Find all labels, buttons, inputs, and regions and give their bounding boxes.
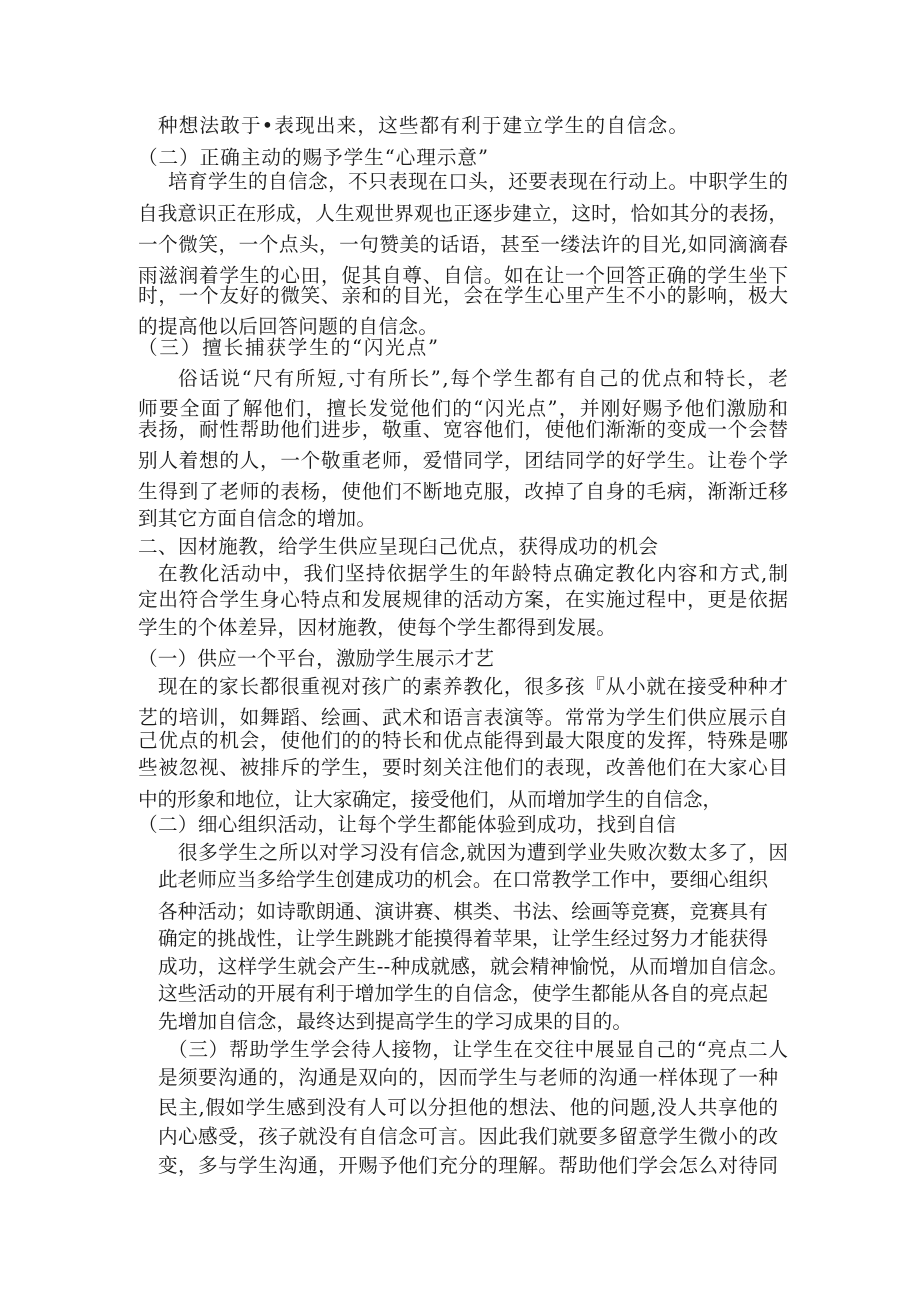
text-line: 是须要沟通的，沟通是双向的，因而学生与老师的沟通一样体现了一种 xyxy=(158,1066,779,1089)
text-line: 艺的培训，如舞蹈、绘画、武术和语言表演等。常常为学生们供应展示自 xyxy=(138,706,789,729)
text-line: 学生的个体差异，因材施教，使每个学生都得到发展。 xyxy=(138,616,617,639)
text-line: 这些活动的开展有利于增加学生的自信念，使学生都能从各自的亮点起 xyxy=(158,982,769,1005)
text-line: 师要全面了解他们，擅长发觉他们的“闪光点”，并刚好赐予他们激励和 xyxy=(138,397,790,420)
text-line: 生得到了老师的表杨，使他们不断地克服，改掉了自身的毛病，渐渐迁移 xyxy=(138,480,789,503)
text-line: 内心感受，孩子就没有自信念可言。因此我们就要多留意学生微小的改 xyxy=(158,1125,779,1148)
text-line: 很多学生之所以对学习没有信念,就因为遭到学业失败次数太多了，因 xyxy=(178,841,789,864)
text-line: 到其它方面自信念的增加。 xyxy=(138,507,377,530)
section-heading: （二）正确主动的赐予学生“心理示意” xyxy=(138,146,489,169)
text-line: 在教化活动中，我们坚持依据学生的年龄特点确定教化内容和方式,制 xyxy=(158,562,790,585)
text-line: 此老师应当多给学生创建成功的机会。在口常教学工作中，要细心组织 xyxy=(158,868,769,891)
text-line: 各种活动；如诗歌朗通、演讲赛、棋类、书法、绘画等竞赛，竞赛具有 xyxy=(158,900,769,923)
text-line: 的提高他以后回答问题的自信念。 xyxy=(138,315,439,338)
section-heading: 二、因材施教，给学生供应呈现臼己优点，获得成功的机会 xyxy=(138,535,659,558)
text-line: 中的形象和地位，让大家确定，接受他们，从而增加学生的自信念， xyxy=(138,788,722,811)
text-line: 变，多与学生沟通，开赐予他们充分的理解。帮助他们学会怎么对待同 xyxy=(158,1154,779,1177)
text-line: 时，一个友好的微笑、亲和的目光，会在学生心里产生不小的影响，极大 xyxy=(138,284,789,307)
text-line: 别人着想的人，一个敬重老师，爱惜同学，团结同学的好学生。让卷个学 xyxy=(138,449,789,472)
text-line: 雨滋润着学生的心田，促其自尊、自信。如在让一个回答正确的学生坐下 xyxy=(138,264,789,287)
text-line: 己优点的机会，使他们的的特长和优点能得到最大限度的发挥，特殊是哪 xyxy=(138,729,789,752)
text-line: 成功，这样学生就会产生--种成就感，就会精神愉悦，从而增加自信念。 xyxy=(158,955,789,978)
text-line: 表扬，耐性帮助他们进步，敬重、宽容他们，使他们渐渐的变成一个会替 xyxy=(138,418,789,441)
section-heading: （一）供应一个平台，激励学生展示才艺 xyxy=(138,647,495,670)
text-line: 种想法敢于•表现出来，这些都有利于建立学生的自信念。 xyxy=(158,114,690,137)
section-heading: （三）帮助学生学会待人接物，让学生在交往中展显自己的“亮点二人 xyxy=(168,1038,789,1061)
text-line: 民主,假如学生感到没有人可以分担他的想法、他的问题,没人共享他的 xyxy=(158,1096,779,1119)
section-heading: （三）擅长捕获学生的“闪光点” xyxy=(138,336,440,359)
text-line: 培育学生的自信念，不只表现在口头，还要表现在行动上。中职学生的 xyxy=(168,170,789,193)
text-line: 一个微笑，一个点头，一句赞美的话语，甚至一缕法许的目光,如同滴滴春 xyxy=(138,233,789,256)
text-line: 些被忽视、被排斥的学生，要时刻关注他们的表现，改善他们在大家心目 xyxy=(138,756,789,779)
text-line: 确定的挑战性，让学生跳跳才能摸得着苹果，让学生经过努力才能获得 xyxy=(158,927,769,950)
text-line: 定出符合学生身心特点和发展规律的活动方案，在实施过程中，更是依据 xyxy=(138,588,789,611)
text-line: 俗话说“尺有所短,寸有所长”,每个学生都有自己的优点和特长，老 xyxy=(178,367,790,390)
section-heading: （二）细心组织活动，让每个学生都能体验到成功，找到自信 xyxy=(138,813,677,836)
text-line: 自我意识正在形成，人生观世界观也正逐步建立，这时，恰如其分的表扬， xyxy=(138,202,789,225)
text-line: 先增加自信念，最终达到提高学生的学习成果的目的。 xyxy=(158,1010,633,1033)
text-line: 现在的家长都很重视对孩广的素养教化，很多孩『从小就在接受种种才 xyxy=(158,675,789,698)
